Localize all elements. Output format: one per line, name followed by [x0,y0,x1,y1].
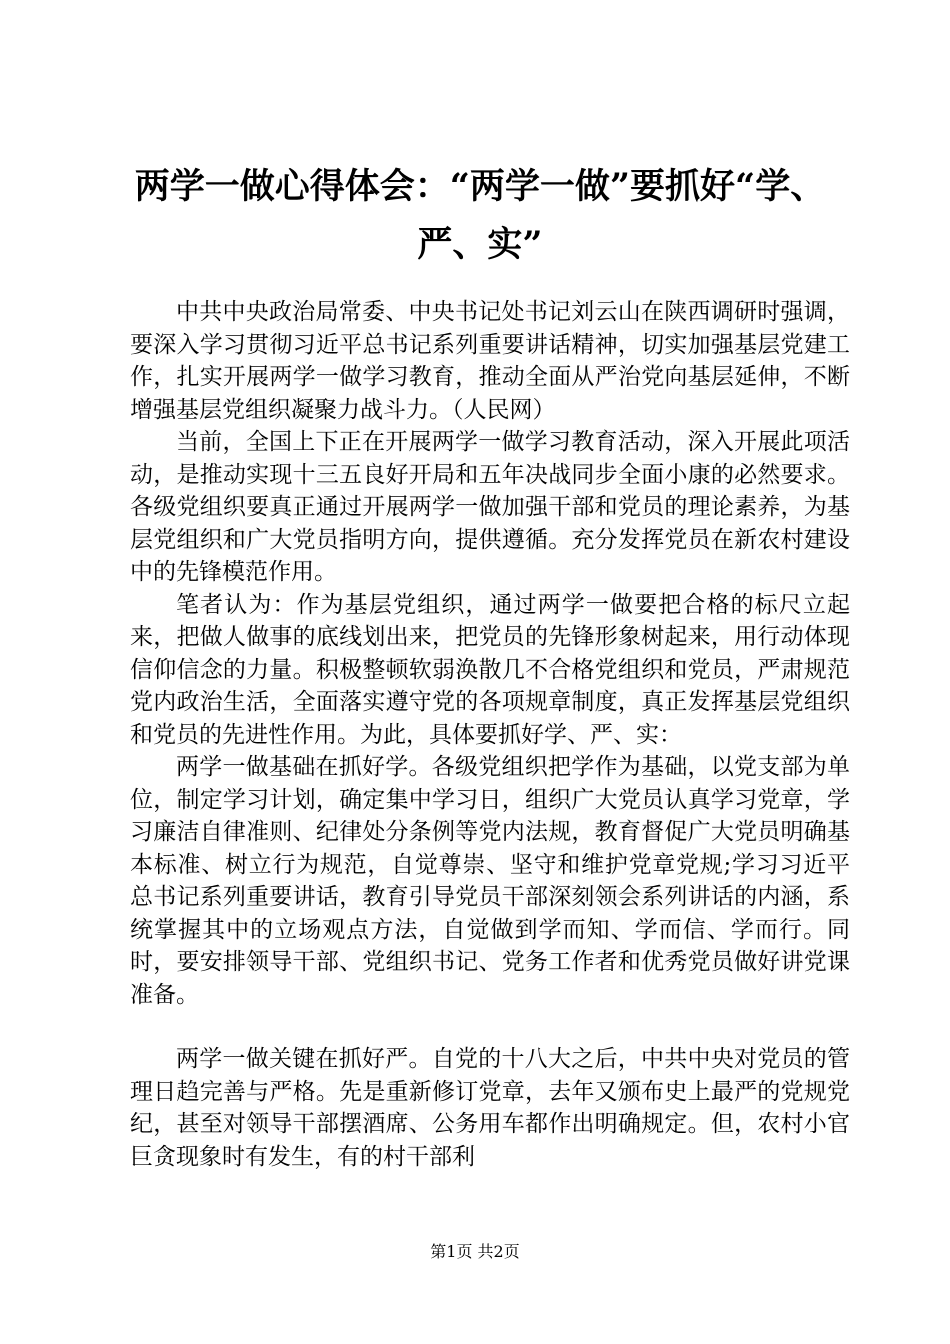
document-title: 两学一做心得体会：“两学一做”要抓好“学、严、实” [134,166,826,265]
paragraph-1: 中共中央政治局常委、中央书记处书记刘云山在陕西调研时强调，要深入学习贯彻习近平总书记系列重要讲话精神，切实加强基层党建工作，扎实开展两学一做学习教育，推动全面从严治党向基层延伸，不断增强基层党组织凝聚力战斗力。（人民网） [130,299,850,423]
paragraph-2: 当前，全国上下正在开展两学一做学习教育活动，深入开展此项活动，是推动实现十三五良好开局和五年决战同步全面小康的必然要求。各级党组织要真正通过开展两学一做加强干部和党员的理论素养，为基层党组织和广大党员指明方向，提供遵循。充分发挥党员在新农村建设中的先锋模范作用。 [130,429,850,585]
document-body [130,296,850,1173]
paragraph-3: 笔者认为：作为基层党组织，通过两学一做要把合格的标尺立起来，把做人做事的底线划出来，把党员的先锋形象树起来，用行动体现信仰信念的力量。积极整顿软弱涣散几不合格党组织和党员，严肃规范党内政治生活，全面落实遵守党的各项规章制度，真正发挥基层党组织和党员的先进性作用。为此，具体要抓好学、严、实： [130,591,850,748]
paragraph-4: 两学一做基础在抓好学。各级党组织把学作为基础，以党支部为单位，制定学习计划，确定集中学习日，组织广大党员认真学习党章，学习廉洁自律准则、纪律处分条例等党内法规，教育督促广大党员明确基本标准、树立行为规范，自觉尊崇、坚守和维护党章党规;学习习近平总书记系列重要讲话，教育引导党员干部深刻领会系列讲话的内涵，系统掌握其中的立场观点方法，自觉做到学而知、学而信、学而行。同时，要安排领导干部、党组织书记、党务工作者和优秀党员做好讲党课准备。 [130,754,850,1008]
page-footer: 第1页 共2页 [430,1242,520,1261]
paragraph-5: 两学一做关键在抓好严。自党的十八大之后，中共中央对党员的管理日趋完善与严格。先是重新修订党章，去年又颁布史上最严的党规党纪，甚至对领导干部摆酒席、公务用车都作出明确规定。但，农村小官巨贪现象时有发生，有的村干部利 [130,1046,850,1170]
